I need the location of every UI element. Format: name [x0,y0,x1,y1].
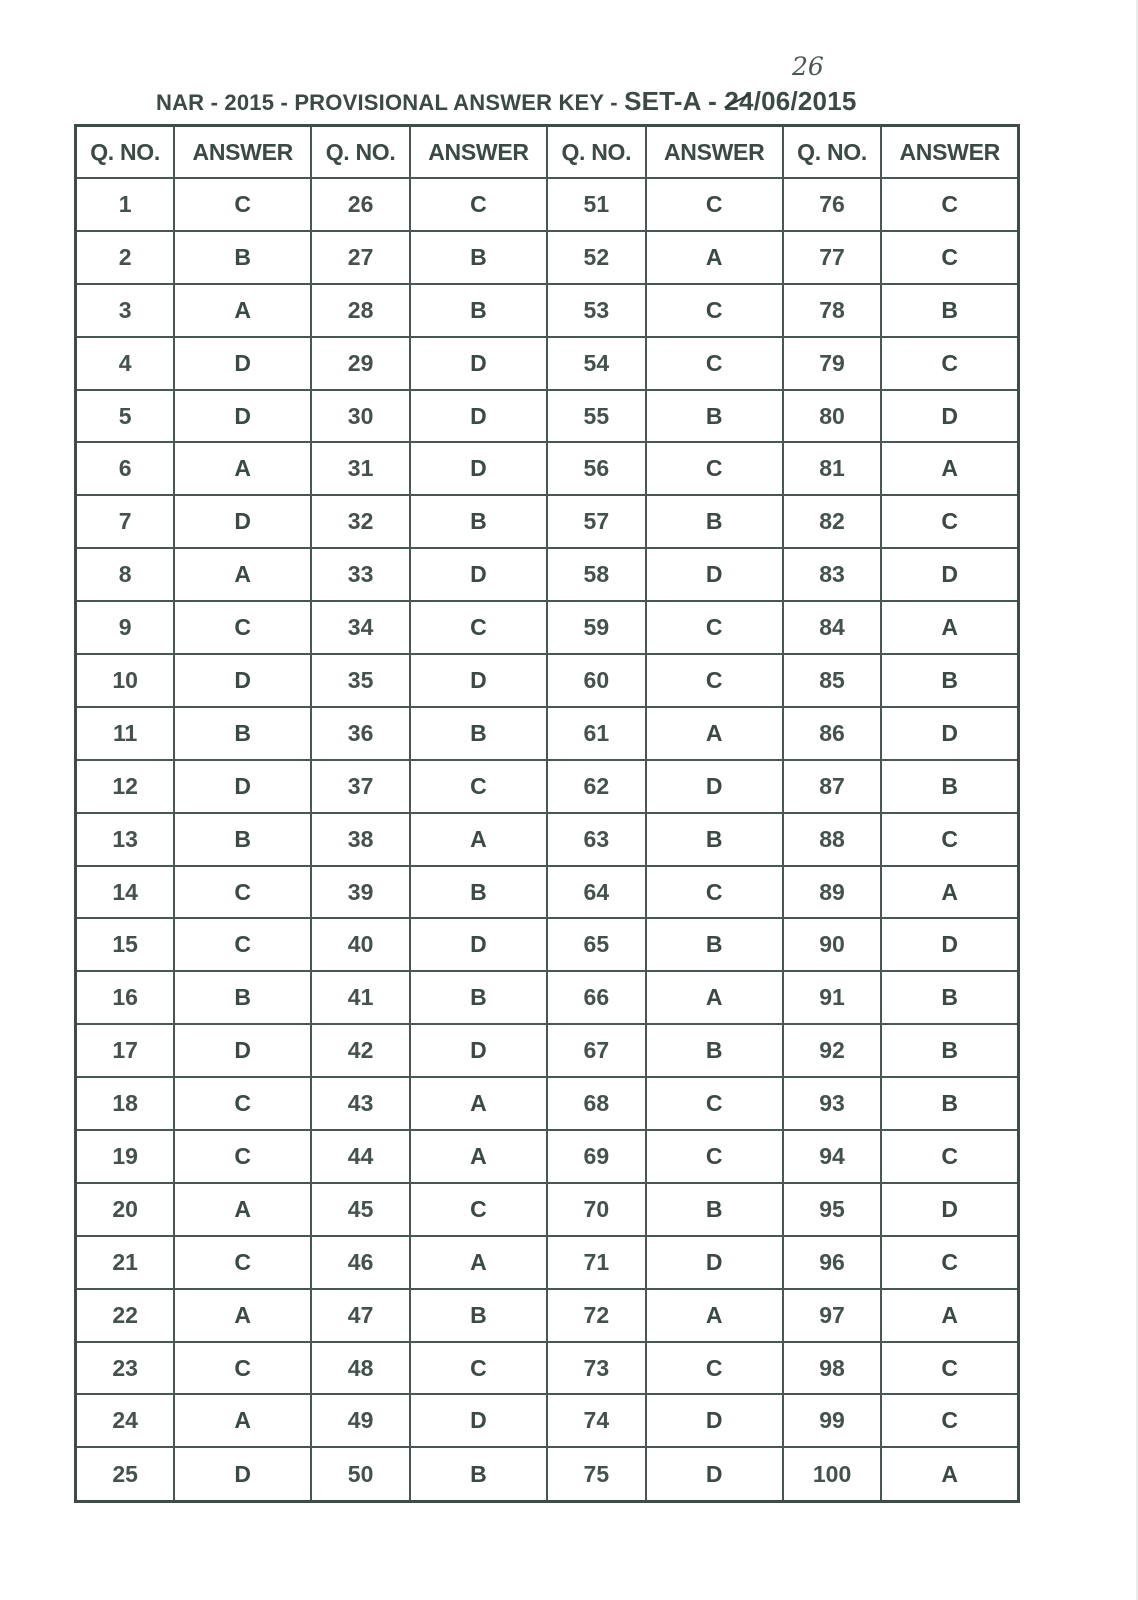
answer-cell: C [881,1130,1018,1183]
answer-cell: B [410,284,547,337]
answer-cell: D [174,1447,311,1501]
question-number-cell: 44 [311,1130,410,1183]
question-number-cell: 17 [76,1024,175,1077]
column-header-answer: ANSWER [646,126,783,179]
question-number-cell: 61 [547,707,646,760]
answer-cell: B [410,495,547,548]
question-number-cell: 38 [311,813,410,866]
question-number-cell: 51 [547,178,646,231]
question-number-cell: 2 [76,231,175,284]
answer-cell: C [410,760,547,813]
answer-cell: A [410,1236,547,1289]
question-number-cell: 77 [783,231,882,284]
question-number-cell: 95 [783,1183,882,1236]
question-number-cell: 13 [76,813,175,866]
question-number-cell: 92 [783,1024,882,1077]
question-number-cell: 7 [76,495,175,548]
table-row [76,231,1019,284]
answer-cell: B [881,1077,1018,1130]
answer-cell: A [881,442,1018,495]
table-header-row [76,126,1019,179]
question-number-cell: 85 [783,654,882,707]
question-number-cell: 27 [311,231,410,284]
question-number-cell: 26 [311,178,410,231]
question-number-cell: 29 [311,337,410,390]
question-number-cell: 65 [547,918,646,971]
answer-cell: A [646,971,783,1024]
table-row [76,1394,1019,1447]
answer-cell: B [410,231,547,284]
answer-cell: C [646,866,783,919]
question-number-cell: 69 [547,1130,646,1183]
table-row [76,178,1019,231]
question-number-cell: 89 [783,866,882,919]
title-key-type: PROVISIONAL ANSWER KEY - [294,90,625,115]
answer-cell: B [881,284,1018,337]
question-number-cell: 15 [76,918,175,971]
answer-cell: A [646,231,783,284]
question-number-cell: 46 [311,1236,410,1289]
answer-cell: A [410,1130,547,1183]
answer-key-table [74,124,1020,1503]
answer-cell: A [174,548,311,601]
answer-cell: D [646,1394,783,1447]
question-number-cell: 62 [547,760,646,813]
question-number-cell: 63 [547,813,646,866]
question-number-cell: 82 [783,495,882,548]
table-row [76,918,1019,971]
table-row [76,390,1019,443]
answer-cell: B [881,654,1018,707]
table-row [76,1342,1019,1395]
answer-cell: B [881,760,1018,813]
question-number-cell: 33 [311,548,410,601]
table-row [76,813,1019,866]
question-number-cell: 80 [783,390,882,443]
answer-cell: C [174,1077,311,1130]
answer-cell: B [646,390,783,443]
answer-cell: D [646,1447,783,1501]
answer-cell: C [646,337,783,390]
question-number-cell: 75 [547,1447,646,1501]
answer-cell: B [646,918,783,971]
question-number-cell: 55 [547,390,646,443]
question-number-cell: 30 [311,390,410,443]
question-number-cell: 68 [547,1077,646,1130]
question-number-cell: 66 [547,971,646,1024]
answer-cell: D [174,337,311,390]
column-header-answer: ANSWER [881,126,1018,179]
question-number-cell: 34 [311,601,410,654]
answer-cell: B [646,495,783,548]
answer-cell: C [646,442,783,495]
table-row [76,601,1019,654]
column-header-question-number: Q. NO. [783,126,882,179]
answer-cell: D [646,1236,783,1289]
answer-cell: D [410,442,547,495]
question-number-cell: 59 [547,601,646,654]
question-number-cell: 3 [76,284,175,337]
answer-cell: D [410,390,547,443]
answer-cell: C [646,601,783,654]
question-number-cell: 32 [311,495,410,548]
answer-cell: C [646,1342,783,1395]
question-number-cell: 9 [76,601,175,654]
answer-cell: A [881,866,1018,919]
answer-cell: C [881,813,1018,866]
table-row [76,707,1019,760]
answer-cell: D [881,918,1018,971]
answer-cell: C [174,178,311,231]
answer-cell: A [174,1183,311,1236]
answer-cell: D [881,548,1018,601]
question-number-cell: 78 [783,284,882,337]
table-row [76,1077,1019,1130]
answer-cell: D [174,495,311,548]
column-header-answer: ANSWER [174,126,311,179]
table-row [76,495,1019,548]
question-number-cell: 41 [311,971,410,1024]
answer-cell: C [174,866,311,919]
question-number-cell: 28 [311,284,410,337]
answer-cell: C [881,495,1018,548]
question-number-cell: 35 [311,654,410,707]
answer-cell: C [881,231,1018,284]
question-number-cell: 23 [76,1342,175,1395]
title-date-rest: /06/2015 [753,86,857,116]
question-number-cell: 53 [547,284,646,337]
answer-cell: C [881,1236,1018,1289]
answer-cell: B [410,866,547,919]
page-title [156,86,857,117]
answer-cell: D [881,707,1018,760]
question-number-cell: 67 [547,1024,646,1077]
question-number-cell: 5 [76,390,175,443]
question-number-cell: 12 [76,760,175,813]
answer-cell: B [646,1024,783,1077]
answer-cell: C [174,918,311,971]
answer-cell: B [881,1024,1018,1077]
table-row [76,760,1019,813]
answer-cell: D [410,337,547,390]
question-number-cell: 70 [547,1183,646,1236]
answer-cell: B [174,813,311,866]
answer-cell: A [881,1447,1018,1501]
question-number-cell: 79 [783,337,882,390]
answer-cell: B [646,1183,783,1236]
answer-cell: A [174,442,311,495]
question-number-cell: 94 [783,1130,882,1183]
question-number-cell: 21 [76,1236,175,1289]
question-number-cell: 10 [76,654,175,707]
answer-cell: C [881,178,1018,231]
question-number-cell: 88 [783,813,882,866]
answer-cell: C [881,1342,1018,1395]
answer-cell: C [410,1342,547,1395]
answer-cell: D [646,548,783,601]
answer-cell: B [174,707,311,760]
table-row [76,654,1019,707]
answer-cell: D [174,1024,311,1077]
answer-cell: C [174,1130,311,1183]
answer-cell: A [410,1077,547,1130]
question-number-cell: 47 [311,1289,410,1342]
question-number-cell: 45 [311,1183,410,1236]
answer-cell: D [646,760,783,813]
question-number-cell: 93 [783,1077,882,1130]
answer-cell: A [174,1289,311,1342]
question-number-cell: 91 [783,971,882,1024]
answer-cell: D [410,654,547,707]
question-number-cell: 97 [783,1289,882,1342]
question-number-cell: 58 [547,548,646,601]
answer-cell: D [410,548,547,601]
question-number-cell: 84 [783,601,882,654]
answer-cell: D [410,1024,547,1077]
question-number-cell: 60 [547,654,646,707]
answer-cell: C [646,1077,783,1130]
question-number-cell: 4 [76,337,175,390]
answer-cell: B [174,971,311,1024]
answer-cell: D [410,918,547,971]
title-date-struck: 24 [724,86,754,116]
answer-cell: C [646,284,783,337]
question-number-cell: 83 [783,548,882,601]
question-number-cell: 36 [311,707,410,760]
question-number-cell: 39 [311,866,410,919]
question-number-cell: 14 [76,866,175,919]
question-number-cell: 49 [311,1394,410,1447]
table-row [76,284,1019,337]
question-number-cell: 43 [311,1077,410,1130]
answer-cell: B [410,971,547,1024]
question-number-cell: 31 [311,442,410,495]
question-number-cell: 56 [547,442,646,495]
answer-cell: D [881,1183,1018,1236]
title-exam: NAR - 2015 - [156,90,295,115]
question-number-cell: 64 [547,866,646,919]
question-number-cell: 52 [547,231,646,284]
answer-cell: D [174,390,311,443]
question-number-cell: 90 [783,918,882,971]
column-header-question-number: Q. NO. [311,126,410,179]
answer-cell: B [410,1289,547,1342]
answer-cell: B [646,813,783,866]
table-row [76,1183,1019,1236]
question-number-cell: 99 [783,1394,882,1447]
question-number-cell: 8 [76,548,175,601]
title-set: SET-A - [624,86,725,116]
answer-cell: A [881,601,1018,654]
answer-cell: C [646,178,783,231]
answer-cell: C [410,178,547,231]
question-number-cell: 98 [783,1342,882,1395]
question-number-cell: 76 [783,178,882,231]
document-header [0,50,1138,120]
column-header-question-number: Q. NO. [547,126,646,179]
question-number-cell: 73 [547,1342,646,1395]
answer-cell: A [646,1289,783,1342]
question-number-cell: 87 [783,760,882,813]
table-row [76,1447,1019,1501]
answer-cell: C [881,1394,1018,1447]
handwritten-date-correction: 26 [792,52,824,81]
table-row [76,971,1019,1024]
table-row [76,1289,1019,1342]
question-number-cell: 25 [76,1447,175,1501]
question-number-cell: 57 [547,495,646,548]
answer-cell: A [646,707,783,760]
answer-cell: C [646,654,783,707]
answer-cell: D [410,1394,547,1447]
answer-cell: A [174,1394,311,1447]
question-number-cell: 100 [783,1447,882,1501]
answer-cell: B [174,231,311,284]
answer-cell: C [410,601,547,654]
question-number-cell: 20 [76,1183,175,1236]
question-number-cell: 96 [783,1236,882,1289]
answer-cell: C [410,1183,547,1236]
question-number-cell: 24 [76,1394,175,1447]
answer-cell: D [881,390,1018,443]
question-number-cell: 50 [311,1447,410,1501]
question-number-cell: 81 [783,442,882,495]
table-row [76,1130,1019,1183]
question-number-cell: 86 [783,707,882,760]
table-row [76,442,1019,495]
question-number-cell: 16 [76,971,175,1024]
table-row [76,337,1019,390]
answer-cell: A [410,813,547,866]
question-number-cell: 6 [76,442,175,495]
question-number-cell: 22 [76,1289,175,1342]
question-number-cell: 74 [547,1394,646,1447]
answer-cell: B [410,707,547,760]
answer-cell: C [174,1342,311,1395]
column-header-question-number: Q. NO. [76,126,175,179]
question-number-cell: 48 [311,1342,410,1395]
question-number-cell: 71 [547,1236,646,1289]
answer-cell: B [410,1447,547,1501]
answer-cell: C [174,601,311,654]
table-body [76,178,1019,1502]
answer-cell: B [881,971,1018,1024]
question-number-cell: 72 [547,1289,646,1342]
answer-cell: A [174,284,311,337]
table-row [76,548,1019,601]
answer-cell: A [881,1289,1018,1342]
answer-cell: C [646,1130,783,1183]
column-header-answer: ANSWER [410,126,547,179]
question-number-cell: 1 [76,178,175,231]
table-row [76,1236,1019,1289]
answer-cell: D [174,654,311,707]
question-number-cell: 19 [76,1130,175,1183]
question-number-cell: 42 [311,1024,410,1077]
question-number-cell: 37 [311,760,410,813]
answer-cell: C [174,1236,311,1289]
table-row [76,1024,1019,1077]
answer-cell: D [174,760,311,813]
question-number-cell: 40 [311,918,410,971]
question-number-cell: 11 [76,707,175,760]
question-number-cell: 18 [76,1077,175,1130]
table-row [76,866,1019,919]
question-number-cell: 54 [547,337,646,390]
answer-cell: C [881,337,1018,390]
